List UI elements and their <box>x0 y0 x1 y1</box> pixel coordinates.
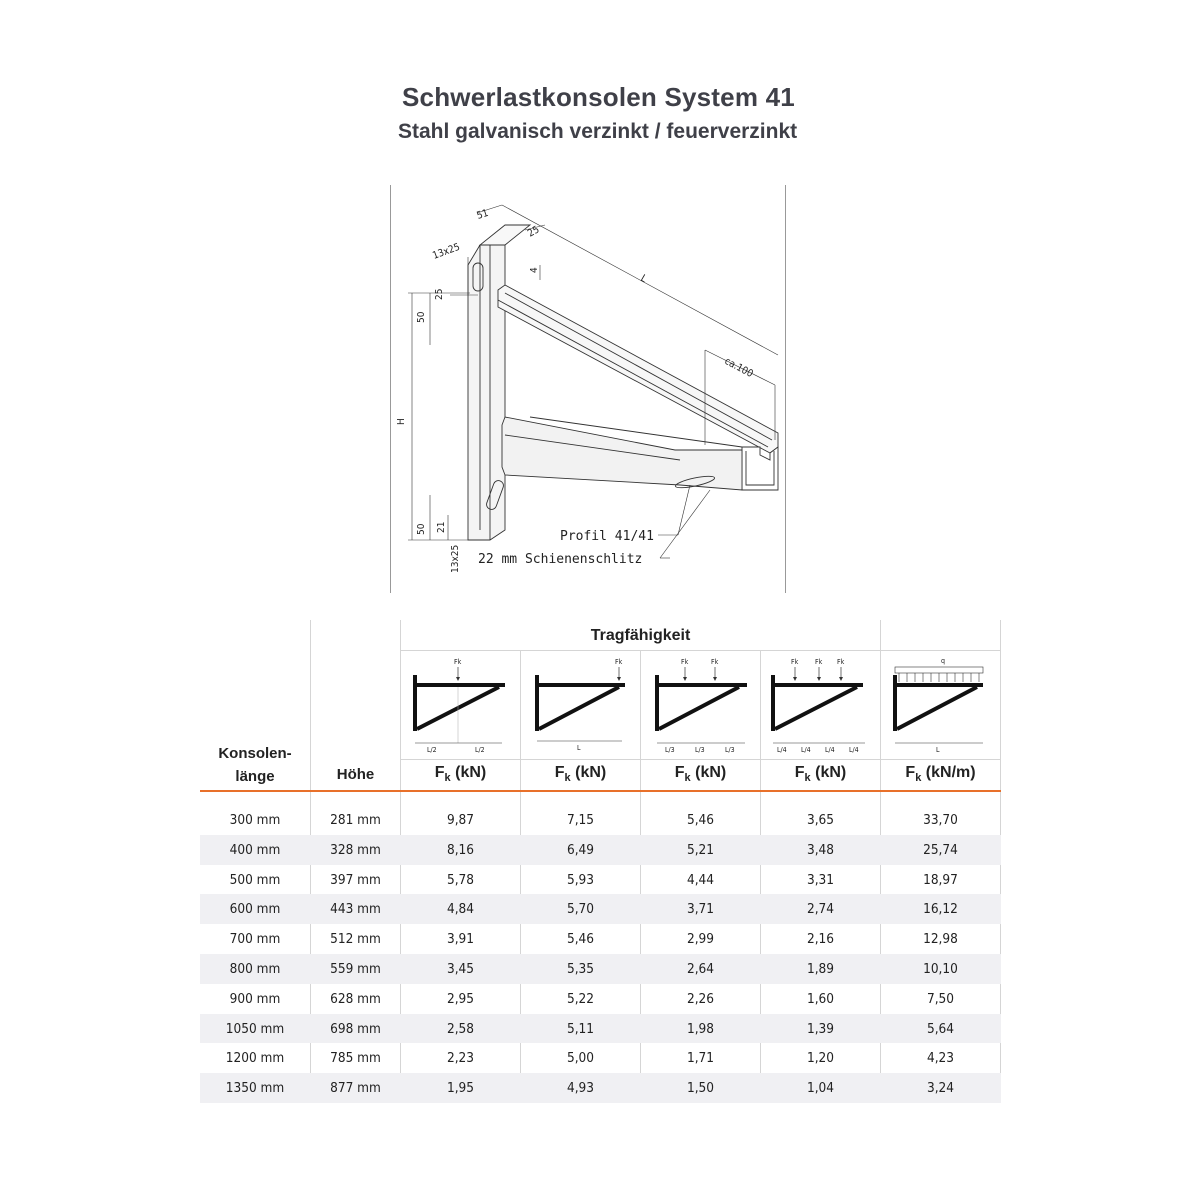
cell-load-3: 1,71 <box>686 1050 715 1067</box>
table-row <box>200 805 1001 835</box>
bracket-technical-drawing <box>390 185 786 593</box>
cell-load-2: 5,46 <box>566 931 595 948</box>
column-header-length <box>200 742 310 788</box>
diagram-fk-label: Fk <box>791 658 799 666</box>
diagram-fk-label: Fk <box>815 658 823 666</box>
cell-height: 328 mm <box>330 841 381 858</box>
dim-13x25-top: 13x25 <box>431 241 462 262</box>
cell-length: 1050 mm <box>225 1020 285 1037</box>
dim-50-top: 50 <box>416 311 427 323</box>
table-row <box>200 954 1001 984</box>
cell-load-5: 33,70 <box>923 812 958 828</box>
cell-load-4: 3,31 <box>806 871 835 888</box>
cell-load-3: 2,26 <box>686 990 715 1007</box>
cell-load-5: 16,12 <box>923 901 958 918</box>
group-header-tragfaehigkeit: Tragfähigkeit <box>590 627 691 644</box>
table-row <box>200 894 1001 924</box>
cell-height: 628 mm <box>330 990 381 1007</box>
diagram-L-label: L <box>577 744 581 752</box>
dim-L: L <box>638 273 649 286</box>
cell-height: 559 mm <box>330 961 381 977</box>
cell-load-5: 25,74 <box>923 841 958 858</box>
label-schienenschlitz: 22 mm Schienenschlitz <box>478 552 643 567</box>
cell-load-3: 5,46 <box>686 812 715 828</box>
diagram-quarter-label-3: L/4 <box>825 746 835 754</box>
cell-load-3: 2,99 <box>686 931 715 948</box>
cell-load-2: 4,93 <box>566 1080 595 1097</box>
cell-load-1: 3,45 <box>446 961 475 977</box>
cell-load-1: 5,78 <box>446 871 475 888</box>
cell-load-4: 1,60 <box>806 990 835 1007</box>
table-row <box>200 1073 1001 1103</box>
dim-4: 4 <box>529 267 540 273</box>
cell-load-5: 7,50 <box>926 990 955 1007</box>
cell-load-5: 18,97 <box>923 871 958 888</box>
dim-50-bottom: 50 <box>416 523 427 535</box>
cell-load-4: 1,89 <box>806 961 835 977</box>
cell-load-1: 2,58 <box>446 1020 475 1037</box>
dim-51: 51 <box>475 207 490 222</box>
cell-load-4: 3,65 <box>806 812 835 828</box>
cell-length: 600 mm <box>229 901 281 918</box>
cell-load-2: 5,93 <box>566 871 595 888</box>
diagram-third-label-1: L/3 <box>665 746 675 754</box>
cell-load-1: 2,23 <box>446 1050 475 1067</box>
cell-load-4: 2,74 <box>806 901 835 918</box>
cell-load-5: 5,64 <box>926 1020 955 1037</box>
diagram-fk-label: Fk <box>454 658 462 666</box>
cell-length: 400 mm <box>229 841 281 858</box>
cell-load-4: 3,48 <box>806 841 835 858</box>
column-header-load-3: $F_k$ (kN) <box>674 764 727 785</box>
cell-load-2: 5,11 <box>566 1020 595 1037</box>
cell-load-1: 2,95 <box>446 990 475 1007</box>
cell-height: 512 mm <box>330 931 381 948</box>
cell-load-1: 3,91 <box>446 931 475 948</box>
table-row <box>200 1014 1001 1044</box>
page-title: Schwerlastkonsolen System 41 <box>402 82 795 112</box>
cell-load-2: 5,35 <box>566 961 595 977</box>
table-row <box>200 835 1001 865</box>
dim-ca100: ca.100 <box>722 355 755 380</box>
cell-load-1: 4,84 <box>446 901 475 918</box>
cell-height: 785 mm <box>330 1050 381 1067</box>
cell-load-2: 5,00 <box>566 1050 595 1067</box>
cell-load-4: 1,04 <box>806 1080 835 1097</box>
dim-25-top: 25 <box>526 224 542 240</box>
cell-load-3: 2,64 <box>686 961 715 977</box>
cell-length: 800 mm <box>229 961 281 977</box>
cell-height: 443 mm <box>330 901 381 918</box>
table-row <box>200 984 1001 1014</box>
dim-21: 21 <box>436 521 447 533</box>
cell-load-5: 4,23 <box>926 1050 955 1067</box>
cell-length: 1350 mm <box>225 1080 285 1097</box>
cell-load-1: 9,87 <box>446 812 475 828</box>
load-diagram-thirds <box>641 651 760 759</box>
column-header-length-line1: Konsolen- <box>218 745 292 762</box>
diagram-fk-label: Fk <box>681 658 689 666</box>
cell-load-4: 1,39 <box>806 1020 835 1037</box>
page-subtitle: Stahl galvanisch verzinkt / feuerverzinkt <box>398 120 798 143</box>
diagram-quarter-label-2: L/4 <box>801 746 811 754</box>
cell-load-5: 10,10 <box>923 961 958 977</box>
cell-length: 700 mm <box>229 931 281 948</box>
diagram-q-label: q <box>941 657 945 665</box>
cell-load-3: 3,71 <box>686 901 715 918</box>
cell-height: 397 mm <box>330 871 381 888</box>
cell-load-1: 1,95 <box>446 1080 475 1097</box>
cell-load-4: 1,20 <box>806 1050 835 1067</box>
header-divider <box>200 790 1001 792</box>
cell-length: 300 mm <box>229 812 281 828</box>
cell-load-3: 1,50 <box>686 1080 715 1097</box>
table-row <box>200 865 1001 895</box>
cell-load-4: 2,16 <box>806 931 835 948</box>
diagram-fk-label: Fk <box>615 658 623 666</box>
cell-load-3: 5,21 <box>686 841 715 858</box>
cell-height: 698 mm <box>330 1020 381 1037</box>
cell-length: 500 mm <box>229 871 281 888</box>
diagram-quarter-label-1: L/4 <box>777 746 787 754</box>
diagram-third-label-3: L/3 <box>725 746 735 754</box>
diagram-quarter-label-4: L/4 <box>849 746 859 754</box>
load-diagram-center <box>401 651 520 759</box>
diagram-fk-label: Fk <box>711 658 719 666</box>
label-profil: Profil 41/41 <box>560 529 654 544</box>
cell-load-5: 12,98 <box>923 931 958 948</box>
diagram-third-label-2: L/3 <box>695 746 705 754</box>
cell-length: 1200 mm <box>225 1050 285 1067</box>
dim-25-side: 25 <box>434 288 445 300</box>
cell-load-2: 7,15 <box>566 812 595 828</box>
dim-13x25-bottom: 13x25 <box>450 544 461 573</box>
load-diagram-quarters <box>761 651 880 759</box>
table-row <box>200 1043 1001 1073</box>
dim-H: H <box>396 418 407 425</box>
cell-height: 281 mm <box>330 812 381 828</box>
cell-length: 900 mm <box>229 990 281 1007</box>
column-header-load-1: $F_k$ (kN) <box>434 764 487 785</box>
diagram-half-label-1: L/2 <box>427 746 437 754</box>
diagram-half-label-2: L/2 <box>475 746 485 754</box>
cell-load-2: 5,70 <box>566 901 595 918</box>
cell-load-3: 1,98 <box>686 1020 715 1037</box>
column-header-height: Höhe <box>336 766 375 783</box>
cell-load-2: 6,49 <box>566 841 595 858</box>
diagram-fk-label: Fk <box>837 658 845 666</box>
cell-load-5: 3,24 <box>926 1080 955 1097</box>
load-diagram-end <box>521 651 640 759</box>
column-header-load-2: $F_k$ (kN) <box>554 764 607 785</box>
column-header-load-4: $F_k$ (kN) <box>794 764 847 785</box>
load-diagram-distributed <box>881 651 1000 759</box>
table-row <box>200 924 1001 954</box>
cell-load-1: 8,16 <box>446 841 475 858</box>
cell-load-3: 4,44 <box>686 871 715 888</box>
cell-height: 877 mm <box>330 1080 381 1097</box>
column-header-length-line2: länge <box>235 768 275 785</box>
cell-load-2: 5,22 <box>566 990 595 1007</box>
diagram-L-label: L <box>936 746 940 754</box>
column-header-load-5: $F_k$ (kN/m) <box>905 764 976 785</box>
